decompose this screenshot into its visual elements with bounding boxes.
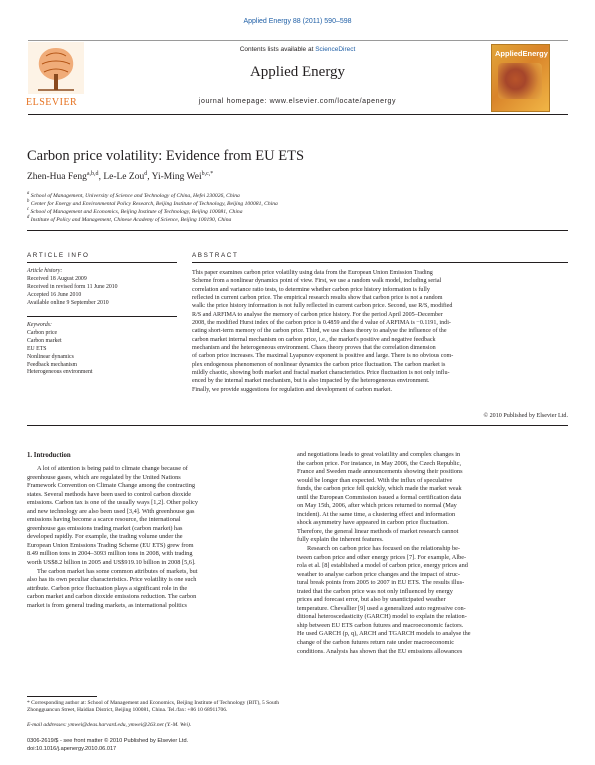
body-line: carbon market and carbon dioxide emissions reduction. The carbon: [27, 593, 197, 601]
body-line: change of the carbon futures return rate under macroeconomic: [297, 639, 454, 647]
abstract-line: This paper examines carbon price volatility using data from the European Union Emission Trading: [192, 270, 433, 276]
body-line: tween carbon price and other energy prices [7]. For example, Albe-: [297, 553, 467, 561]
history-item: Accepted 16 June 2010: [27, 291, 82, 298]
body-line: prices and forecast error, but also by unanticipated weather: [297, 596, 446, 604]
author-name: Le-Le Zou: [103, 172, 145, 183]
author-name: Yi-Ming Wei: [151, 172, 202, 183]
author-name: Zhen-Hua Feng: [27, 172, 87, 183]
history-item: Available online 9 September 2010: [27, 299, 109, 306]
journal-cover-image: [491, 44, 550, 112]
author-separator: ,: [98, 172, 104, 183]
doi-line[interactable]: doi:10.1016/j.apenergy.2010.06.017: [27, 746, 117, 752]
affiliation-text: School of Management, University of Science and Technology of China, Hefei 230026, China: [29, 192, 240, 199]
body-line: incident). At the same time, a clustering effect and information: [297, 510, 456, 518]
body-line: conditions. Analysis has shown that the EU emissions allowances: [297, 647, 463, 655]
body-line: temperature. Chevallier [9] used a generalized auto regressive con-: [297, 604, 466, 612]
body-line: He used GARCH (p, q), ARCH and TGARCH models to analyse the: [297, 630, 471, 638]
keyword: Feedback mechanism: [27, 361, 78, 368]
body-line: the carbon price. For instance, in May 2006, the Czech Republic,: [297, 459, 462, 467]
abstract-line: Scheme from a nonlinear dynamics point of view. First, we use a random walk model, including serial: [192, 278, 442, 285]
body-line: European Union Emissions Trading Scheme (EU ETS) grew from: [27, 541, 194, 549]
body-line: also has its own peculiar characteristics. Price volatility is one such: [27, 576, 197, 584]
body-line: developed rapidly. For example, the trading volume under the: [27, 533, 183, 541]
author-separator: ,: [147, 172, 152, 183]
body-line: trated that the carbon price was not only influenced by energy: [297, 587, 453, 595]
cover-art: [498, 63, 542, 99]
body-line: market is from general trading markets, as international politics: [27, 601, 187, 609]
keywords-label: Keywords:: [27, 322, 52, 328]
keyword: Heterogeneous environment: [27, 369, 93, 376]
journal-name: Applied Energy: [249, 64, 346, 80]
body-line: and new technology are also been used [3,4]. With greenhouse gas: [27, 507, 195, 515]
body-line: until the European Commission issued a formal certification data: [297, 493, 462, 501]
body-line: rola et al. [8] established a model of carbon price, energy prices and: [297, 562, 468, 570]
body-line: emissions having become a scarce resource, the international: [27, 516, 181, 524]
keyword: Carbon market: [27, 337, 62, 344]
body-line: fully explain the inherent features.: [297, 536, 384, 544]
author-list: [27, 171, 213, 182]
body-line: attribute. Carbon price fluctuation plays a significant role in the: [27, 584, 188, 592]
body-line: Framework Convention on Climate Change among the contracting: [27, 482, 196, 490]
body-line: ditional heteroscedasticity (GARCH) model to explain the relation-: [297, 613, 467, 621]
abstract-line: mildly chaotic, showing both market and fractal market characteristics. Price fluctuation is not only influ-: [192, 370, 450, 377]
abstract-line: enced by the internal market mechanism, but is also impacted by the heterogeneous environment.: [192, 378, 430, 385]
issn-line: 0306-2619/$ - see front matter © 2010 Published by Elsevier Ltd.: [27, 738, 189, 744]
body-line: emissions. Carbon tax is one of the usually ways [1,2]. Other policy: [27, 499, 199, 507]
affiliation-marker: a: [27, 191, 30, 196]
abstract-rule: [192, 262, 568, 263]
affiliation-marker: b: [27, 199, 30, 204]
cover-title: AppliedEnergy: [495, 49, 548, 58]
history-label: Article history:: [27, 268, 63, 274]
email-footnote: E-mail addresses: ymwei@deas.harvard.edu, ymwei@263.net (Y.-M. Wei).: [27, 722, 192, 728]
abstract-line: reflected in current carbon price. The empirical research results show that carbon price is not a random: [192, 295, 443, 302]
author-affil-marker: a,b,d: [86, 171, 99, 177]
body-line: worth US$8.2 billion in 2005 and US$919.10 billion in 2008 [5,6].: [27, 559, 196, 567]
abstract-line: R/S and ARFIMA to analyse the memory of carbon price history. For the period April 2005–December: [192, 311, 443, 318]
abstract-heading: ABSTRACT: [192, 252, 239, 259]
abstract-text: [192, 269, 568, 394]
body-line: 8.49 million tons in 2004–3093 million tons in 2008, with trading: [27, 550, 193, 558]
history-item: Received in revised form 11 June 2010: [27, 283, 118, 290]
abstract-line: walk: the price history information is not fully reflected in current carbon price. Second, use R/S, modified: [192, 303, 453, 310]
keyword: EU ETS: [27, 345, 47, 352]
abstract-line: Finally, we provide suggestions for regulation and development of carbon market.: [192, 386, 392, 393]
abstract-line: mechanism and the heterogeneous environment. Chaos theory proves that the correlation dimension: [192, 345, 436, 352]
homepage-link[interactable]: www.elsevier.com/locate/apenergy: [269, 98, 397, 105]
body-line: Therefore, the general linear methods of market research cannot: [297, 527, 459, 535]
sciencedirect-link[interactable]: ScienceDirect: [315, 46, 356, 53]
article-info-rule: [27, 262, 177, 263]
affiliation-marker: d: [27, 215, 30, 220]
journal-citation: Applied Energy 88 (2011) 590–598: [243, 18, 352, 25]
body-line: weather to analyse carbon price changes and the impact of struc-: [297, 570, 460, 578]
body-line: ship between EU ETS carbon futures and macroeconomic factors.: [297, 621, 464, 629]
intro-heading: 1. Introduction: [27, 452, 71, 459]
affiliation-text: Institute of Policy and Management, Chinese Academy of Science, Beijing 100190, China: [29, 216, 232, 223]
body-line: greenhouse gas emissions trading market (carbon market) has: [27, 524, 183, 532]
contents-prefix: Contents lists available at: [239, 46, 316, 53]
publisher-logo: ELSEVIER: [26, 97, 78, 108]
body-line: tural break points from 2005 to 2007 in EU ETS. The results illus-: [297, 579, 465, 587]
body-line: states. Several methods have been used to control carbon dioxide: [27, 490, 192, 498]
divider-top: [27, 230, 568, 231]
affiliation-text: Center for Energy and Environmental Policy Research, Beijing Institute of Technology, Beijing 100081, China: [29, 200, 278, 207]
homepage-prefix: journal homepage:: [198, 98, 270, 105]
history-item: Received 18 August 2009: [27, 275, 87, 282]
abstract-line: correlation and variance ratio tests, to determine whether carbon price history information is fully: [192, 286, 430, 293]
affiliation-marker: c: [27, 207, 30, 212]
body-line: France and Sweden made announcements showing their positions: [297, 468, 463, 476]
keyword: Nonlinear dynamics: [27, 353, 74, 360]
abstract-line: plex endogenous phenomenon of nonlinear dynamics the carbon price fluctuation. The carbon market is: [192, 361, 446, 368]
divider-bottom: [27, 425, 568, 426]
keywords-block: [27, 322, 177, 377]
article-title: Carbon price volatility: Evidence from EU ETS: [27, 148, 305, 164]
body-line: A lot of attention is being paid to climate change because of: [37, 465, 188, 472]
article-history: [27, 268, 177, 308]
body-line: The carbon market has some common attributes of markets, but: [37, 567, 198, 575]
abstract-line: of carbon price increases. The maximal Lyapunov exponent is positive and large. There is no obvious com-: [192, 353, 454, 360]
intro-left-column: [27, 465, 280, 610]
info-separator: [27, 316, 177, 317]
keyword: Carbon price: [27, 329, 58, 336]
footnote-rule: [27, 696, 97, 697]
body-line: and negotiations leads to great volatility and complex changes in: [297, 451, 461, 458]
body-line: on May 15th, 2006, after which prices returned to normal (May: [297, 502, 457, 510]
article-info-heading: ARTICLE INFO: [27, 252, 90, 259]
body-line: shock asymmetry have appeared in carbon price fluctuation.: [297, 519, 449, 527]
abstract-line: cating short-term memory of the carbon price. Third, we use chaos theory to analyse the influence of the: [192, 328, 447, 335]
body-line: Research on carbon price has focused on the relationship be-: [307, 545, 460, 553]
history-list: [27, 276, 177, 308]
abstract-line: 2008, the modified Hurst index of the carbon price is 0.4859 and the d value of ARFIMA is −0.1191, indi-: [192, 320, 451, 327]
corresponding-footnote: * Corresponding author at: School of Management and Economics, Beijing Institute of Technology (BIT), 5 South Zhongguancun Street, Haidian District, Beijing 100081, China. Tel./fax: +86 10 68911706.: [27, 700, 280, 713]
abstract-line: carbon market internal mechanism on carbon price, i.e., the market's positive and negative feedback: [192, 336, 436, 343]
body-line: greenhouse gases, which are regulated by the United Nations: [27, 473, 181, 481]
body-line: would be longer than expected. With the influx of speculative: [297, 476, 453, 484]
body-line: funds, the carbon price fell quickly, which made the market weak: [297, 485, 462, 493]
keyword-list: [27, 330, 177, 377]
affiliation-text: School of Management and Economics, Beijing Institute of Technology, Beijing 100081, China: [29, 208, 243, 215]
affiliation: [27, 214, 231, 224]
author-affil-marker: d: [144, 171, 148, 177]
author-affil-marker: b,c,*: [201, 171, 214, 177]
intro-right-column: [297, 451, 568, 656]
abstract-copyright: © 2010 Published by Elsevier Ltd.: [483, 413, 568, 419]
